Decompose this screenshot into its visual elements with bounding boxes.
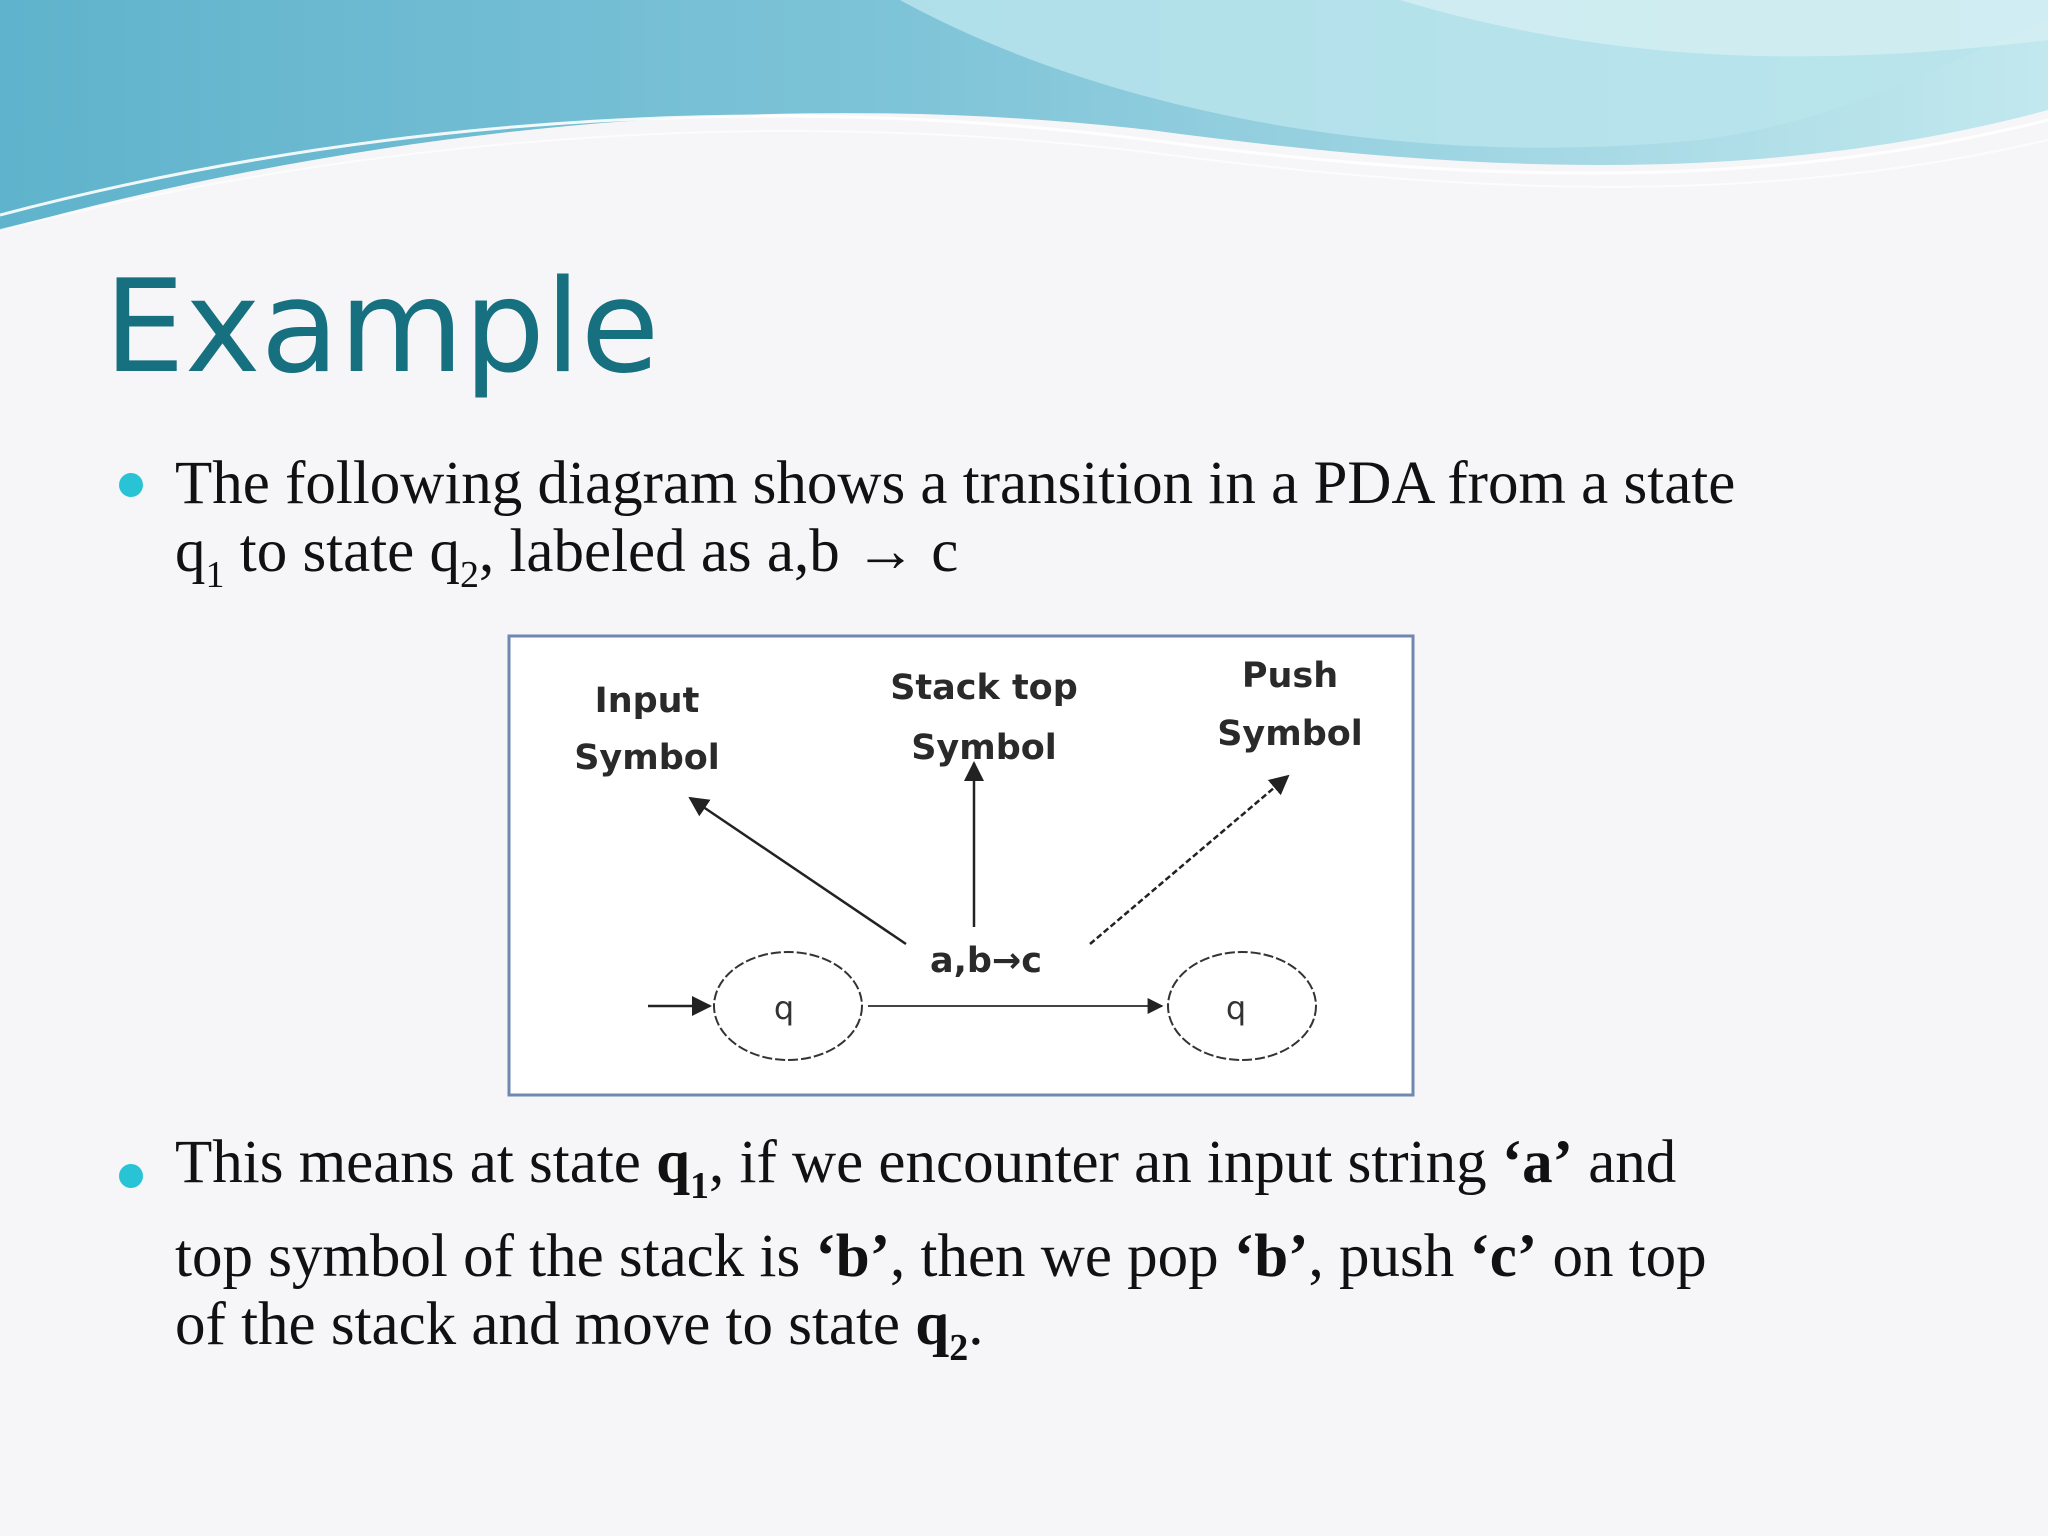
bullet1-line2: $q_1$ to state $q_2$, labeled as a,b → c xyxy=(175,518,959,596)
bullet-transition-meaning xyxy=(175,1129,1933,1369)
push-symbol-label-line2: Symbol xyxy=(1217,714,1363,754)
bullet2-line1: This means at state $q_1$, if we encounter an input string ‘a’ and xyxy=(175,1129,1677,1207)
transition-label: a,b→c xyxy=(929,941,1043,981)
subscript-2: 2 xyxy=(949,1327,969,1369)
bullet2-line2: top symbol of the stack is ‘b’, then we pop ‘b’, push ‘c’ on top xyxy=(175,1223,1707,1290)
input-symbol-label-line1: Input xyxy=(594,681,700,721)
stack-top-label-line2: Symbol xyxy=(911,728,1057,768)
subscript-1: 1 xyxy=(205,554,225,596)
bullet-dot-icon xyxy=(119,473,143,497)
push-symbol-label-line1: Push xyxy=(1241,656,1339,696)
slide-title: Example xyxy=(104,253,660,402)
input-symbol-label-line2: Symbol xyxy=(574,738,720,778)
bullet-dot-icon xyxy=(119,1164,143,1188)
bullet2-line3: of the stack and move to state $q_2$. xyxy=(175,1291,984,1369)
state-q2-label: q xyxy=(1225,989,1247,1027)
pda-transition-diagram xyxy=(506,633,1416,1098)
subscript-1: 1 xyxy=(690,1165,710,1207)
decorative-wave-header xyxy=(0,0,2048,240)
stack-top-label-line1: Stack top xyxy=(890,668,1078,708)
bullet1-line1: The following diagram shows a transition in a PDA from a state xyxy=(175,450,1736,517)
state-q1-label: q xyxy=(773,989,795,1027)
bullet-transition-description xyxy=(175,450,1933,596)
subscript-2: 2 xyxy=(459,554,479,596)
